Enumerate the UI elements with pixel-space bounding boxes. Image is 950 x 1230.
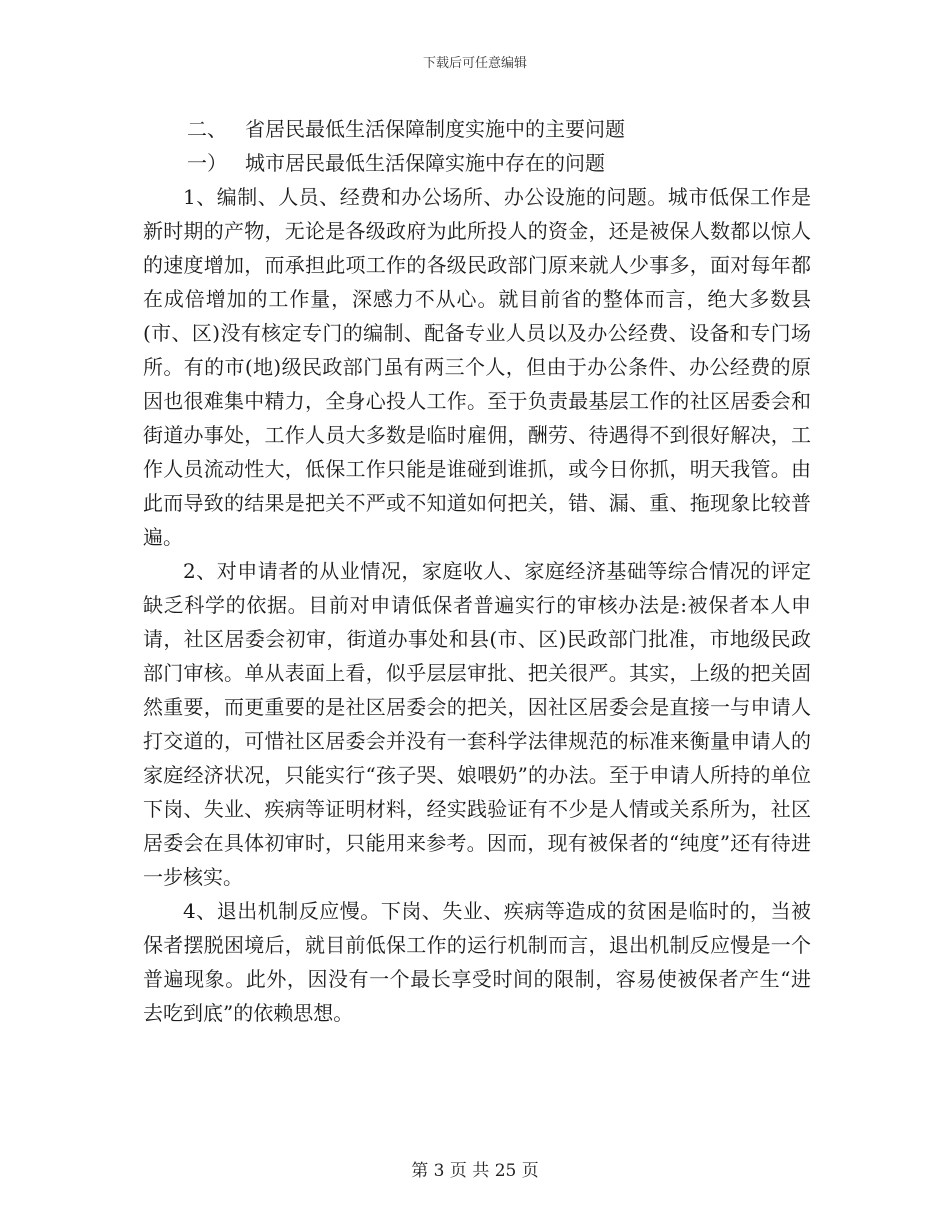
paragraph-2: 2、对申请者的从业情况，家庭收人、家庭经济基础等综合情况的评定缺乏科学的依据。目前对申请低保者普遍实行的审核办法是:被保者本人申请，社区居委会初审，街道办事处和县(市、区)民政部门批准，市地级民政部门审核。单从表面上看，似乎层层审批、把关很严。其实，上级的把关固然重要，而更重要的是社区居委会的把关，因社区居委会是直接一与申请人打交道的，可惜社区居委会并没有一套科学法律规范的标准来衡量申请人的家庭经济状况，只能实行“孩子哭、娘喂奶”的办法。至于申请人所持的单位下岗、失业、疾病等证明材料，经实践验证有不少是人情或关系所为，社区居委会在具体初审时，只能用来参考。因而，现有被保者的“纯度”还有待进一步核实。 [143, 559, 811, 889]
subsection-number: 一） [187, 151, 227, 175]
page-number: 第 3 页 共 25 页 [411, 1161, 539, 1181]
page-header: 下载后可任意编辑 [422, 56, 527, 71]
section-number: 二、 [187, 117, 227, 141]
section-heading [143, 112, 811, 146]
paragraph-4: 4、退出机制反应慢。下岗、失业、疾病等造成的贫困是临时的，当被保者摆脱困境后，就目前低保工作的运行机制而言，退出机制反应慢是一个普遍现象。此外，因没有一个最长享受时间的限制，容易使被保者产生“进去吃到底”的依赖思想。 [143, 899, 811, 1025]
subsection-heading [143, 146, 811, 180]
section-title: 省居民最低生活保障制度实施中的主要问题 [245, 117, 625, 141]
document-body [143, 112, 811, 1030]
subsection-title: 城市居民最低生活保障实施中存在的问题 [245, 151, 605, 175]
paragraph-1: 1、编制、人员、经费和办公场所、办公设施的问题。城市低保工作是新时期的产物，无论是各级政府为此所投人的资金，还是被保人数都以惊人的速度增加，而承担此项工作的各级民政部门原来就人少事多，面对每年都在成倍增加的工作量，深感力不从心。就目前省的整体而言，绝大多数县(市、区)没有核定专门的编制、配备专业人员以及办公经费、设备和专门场所。有的市(地)级民政部门虽有两三个人，但由于办公条件、办公经费的原因也很难集中精力，全身心投人工作。至于负责最基层工作的社区居委会和街道办事处，工作人员大多数是临时雇佣，酬劳、待遇得不到很好解决，工作人员流动性大，低保工作只能是谁碰到谁抓，或今日你抓，明天我管。由此而导致的结果是把关不严或不知道如何把关，错、漏、重、拖现象比较普遍。 [143, 185, 811, 549]
